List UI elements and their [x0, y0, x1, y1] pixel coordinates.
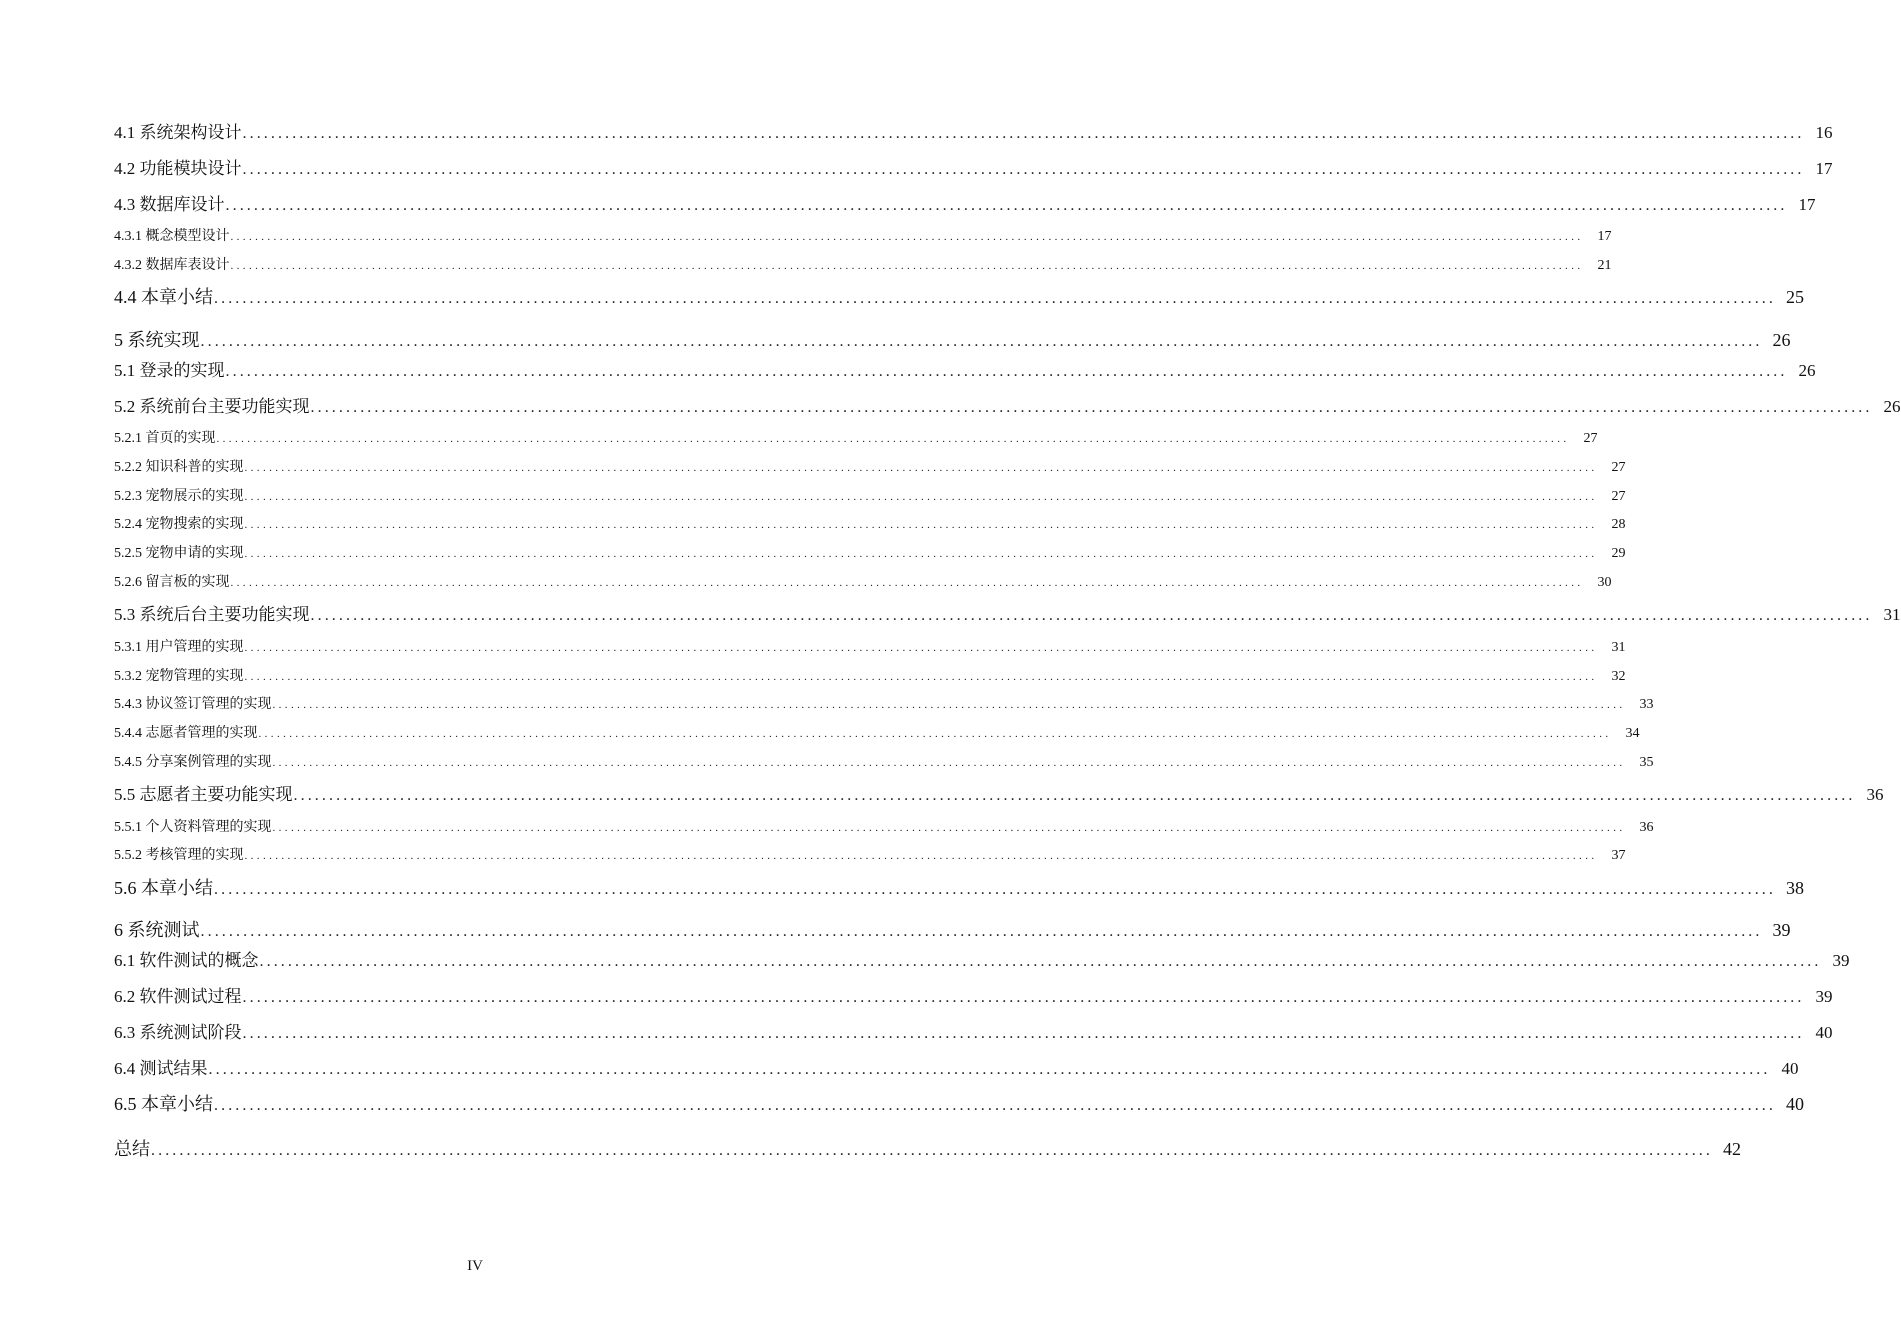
- dot-leader: ............................................................................................................................................................................................................................: [310, 607, 1873, 624]
- toc-entry-page: 30: [1597, 575, 1612, 590]
- toc-entry[interactable]: [114, 1054, 1799, 1079]
- toc-entry-page: 17: [1815, 159, 1833, 178]
- toc-entry[interactable]: [114, 456, 1626, 476]
- dot-leader: ............................................................................................................................................................................................................................: [272, 699, 1626, 711]
- toc-entry[interactable]: [114, 600, 1901, 625]
- toc-entry[interactable]: [114, 844, 1626, 864]
- toc-entry[interactable]: [114, 916, 1791, 942]
- toc-entry-label: 4.1 系统架构设计: [114, 123, 242, 142]
- toc-entry[interactable]: [114, 485, 1626, 505]
- toc-entry-page: 27: [1611, 460, 1626, 475]
- toc-entry-label: 5.1 登录的实现: [114, 361, 225, 380]
- toc-entry-label: 5.2.2 知识科普的实现: [114, 460, 244, 475]
- toc-entry[interactable]: [114, 225, 1612, 245]
- toc-entry[interactable]: [114, 816, 1654, 836]
- toc-entry-label: 6.1 软件测试的概念: [114, 951, 259, 970]
- toc-entry-page: 21: [1597, 258, 1612, 273]
- toc-entry-label: 4.3.1 概念模型设计: [114, 229, 230, 244]
- toc-entry-label: 5.2.6 留言板的实现: [114, 575, 230, 590]
- toc-entry-page: 36: [1866, 785, 1884, 804]
- dot-leader: ............................................................................................................................................................................................................................: [230, 577, 1584, 589]
- toc-entry[interactable]: [114, 254, 1612, 274]
- toc-entry-page: 37: [1611, 848, 1626, 863]
- dot-leader: ............................................................................................................................................................................................................................: [242, 1025, 1805, 1042]
- toc-entry[interactable]: [114, 356, 1816, 381]
- toc-entry-label: 6.5 本章小结: [114, 1094, 213, 1114]
- toc-entry[interactable]: [114, 693, 1654, 713]
- toc-entry-page: 25: [1786, 287, 1804, 307]
- toc-entry[interactable]: [114, 392, 1901, 417]
- toc-entry[interactable]: [114, 780, 1884, 805]
- dot-leader: ............................................................................................................................................................................................................................: [151, 1142, 1713, 1159]
- toc-entry-page: 17: [1597, 229, 1612, 244]
- dot-leader: ............................................................................................................................................................................................................................: [242, 161, 1805, 178]
- toc-entry-page: 28: [1611, 517, 1626, 532]
- toc-entry[interactable]: [114, 154, 1833, 179]
- toc-entry-page: 38: [1786, 878, 1804, 898]
- toc-entry-page: 26: [1883, 397, 1901, 416]
- dot-leader: ............................................................................................................................................................................................................................: [259, 953, 1822, 970]
- dot-leader: ............................................................................................................................................................................................................................: [272, 822, 1626, 834]
- dot-leader: ............................................................................................................................................................................................................................: [244, 519, 1598, 531]
- toc-entry[interactable]: [114, 542, 1626, 562]
- dot-leader: ............................................................................................................................................................................................................................: [200, 923, 1763, 940]
- toc-entry-page: 31: [1611, 640, 1626, 655]
- toc-entry-label: 5.2.1 首页的实现: [114, 431, 216, 446]
- dot-leader: ............................................................................................................................................................................................................................: [258, 728, 1612, 740]
- toc-entry-label: 5.3.2 宠物管理的实现: [114, 669, 244, 684]
- dot-leader: ............................................................................................................................................................................................................................: [230, 231, 1584, 243]
- toc-entry[interactable]: [114, 751, 1654, 771]
- toc-entry[interactable]: [114, 665, 1626, 685]
- toc-entry-label: 5.6 本章小结: [114, 878, 213, 898]
- toc-entry-label: 5.5 志愿者主要功能实现: [114, 785, 293, 804]
- toc-entry-label: 6.3 系统测试阶段: [114, 1023, 242, 1042]
- dot-leader: ............................................................................................................................................................................................................................: [242, 989, 1805, 1006]
- toc-entry-label: 4.2 功能模块设计: [114, 159, 242, 178]
- toc-entry-page: 26: [1772, 330, 1791, 350]
- toc-entry-label: 5.2.4 宠物搜索的实现: [114, 517, 244, 532]
- dot-leader: ............................................................................................................................................................................................................................: [208, 1061, 1771, 1078]
- dot-leader: ............................................................................................................................................................................................................................: [225, 197, 1788, 214]
- toc-entry[interactable]: [114, 946, 1850, 971]
- toc-entry-page: 34: [1625, 726, 1640, 741]
- toc-entry[interactable]: [114, 326, 1791, 352]
- toc-entry-page: 40: [1781, 1059, 1799, 1078]
- toc-entry[interactable]: [114, 283, 1804, 309]
- toc-entry[interactable]: [114, 874, 1804, 900]
- toc-entry[interactable]: [114, 722, 1640, 742]
- dot-leader: ............................................................................................................................................................................................................................: [244, 462, 1598, 474]
- toc-entry-label: 4.3.2 数据库表设计: [114, 258, 230, 273]
- page-number: IV: [467, 1258, 483, 1274]
- toc-entry-page: 26: [1798, 361, 1816, 380]
- toc-entry-label: 5.3 系统后台主要功能实现: [114, 605, 310, 624]
- dot-leader: ............................................................................................................................................................................................................................: [244, 491, 1598, 503]
- toc-entry-page: 32: [1611, 669, 1626, 684]
- toc-entry-page: 29: [1611, 546, 1626, 561]
- dot-leader: ............................................................................................................................................................................................................................: [272, 757, 1626, 769]
- toc-entry-label: 5.2.5 宠物申请的实现: [114, 546, 244, 561]
- toc-entry[interactable]: [114, 427, 1598, 447]
- toc-entry-page: 39: [1772, 920, 1791, 940]
- toc-entry-label: 5.4.5 分享案例管理的实现: [114, 755, 272, 770]
- toc-entry[interactable]: [114, 571, 1612, 591]
- toc-entry-label: 6.4 测试结果: [114, 1059, 208, 1078]
- dot-leader: ............................................................................................................................................................................................................................: [244, 642, 1598, 654]
- toc-entry[interactable]: [114, 190, 1816, 215]
- dot-leader: ............................................................................................................................................................................................................................: [214, 290, 1776, 307]
- toc-entry-page: 33: [1639, 697, 1654, 712]
- dot-leader: ............................................................................................................................................................................................................................: [200, 333, 1763, 350]
- toc-entry-label: 5 系统实现: [114, 330, 200, 350]
- toc-entry-label: 5.4.4 志愿者管理的实现: [114, 726, 258, 741]
- toc-entry-label: 5.2.3 宠物展示的实现: [114, 489, 244, 504]
- toc-entry-label: 总结: [114, 1139, 150, 1159]
- toc-entry-page: 39: [1832, 951, 1850, 970]
- toc-entry-label: 4.4 本章小结: [114, 287, 213, 307]
- dot-leader: ............................................................................................................................................................................................................................: [293, 787, 1856, 804]
- toc-entry[interactable]: [114, 1135, 1741, 1161]
- toc-entry[interactable]: [114, 118, 1833, 143]
- toc-entry[interactable]: [114, 982, 1833, 1007]
- toc-entry[interactable]: [114, 513, 1626, 533]
- toc-entry-page: 40: [1786, 1094, 1804, 1114]
- toc-entry-label: 5.2 系统前台主要功能实现: [114, 397, 310, 416]
- dot-leader: ............................................................................................................................................................................................................................: [225, 363, 1788, 380]
- dot-leader: ............................................................................................................................................................................................................................: [214, 1097, 1776, 1114]
- dot-leader: ............................................................................................................................................................................................................................: [214, 881, 1776, 898]
- toc-entry[interactable]: [114, 1018, 1833, 1043]
- dot-leader: ............................................................................................................................................................................................................................: [310, 399, 1873, 416]
- dot-leader: ............................................................................................................................................................................................................................: [244, 850, 1598, 862]
- toc-entry-page: 31: [1883, 605, 1901, 624]
- toc-entry-label: 6.2 软件测试过程: [114, 987, 242, 1006]
- toc-entry[interactable]: [114, 636, 1626, 656]
- toc-entry-page: 35: [1639, 755, 1654, 770]
- dot-leader: ............................................................................................................................................................................................................................: [216, 433, 1570, 445]
- toc-entry-page: 42: [1723, 1139, 1741, 1159]
- toc-entry-page: 40: [1815, 1023, 1833, 1042]
- toc-entry-page: 36: [1639, 820, 1654, 835]
- toc-entry-page: 27: [1611, 489, 1626, 504]
- toc-entry-label: 5.5.1 个人资料管理的实现: [114, 820, 272, 835]
- dot-leader: ............................................................................................................................................................................................................................: [242, 125, 1805, 142]
- dot-leader: ............................................................................................................................................................................................................................: [230, 260, 1584, 272]
- toc-entry-page: 16: [1815, 123, 1833, 142]
- toc-entry-page: 27: [1583, 431, 1598, 446]
- toc-entry-label: 5.5.2 考核管理的实现: [114, 848, 244, 863]
- toc-entry[interactable]: [114, 1090, 1804, 1116]
- toc-entry-label: 5.3.1 用户管理的实现: [114, 640, 244, 655]
- toc-entry-page: 17: [1798, 195, 1816, 214]
- toc-entry-label: 6 系统测试: [114, 920, 200, 940]
- dot-leader: ............................................................................................................................................................................................................................: [244, 548, 1598, 560]
- toc-entry-label: 5.4.3 协议签订管理的实现: [114, 697, 272, 712]
- toc-entry-label: 4.3 数据库设计: [114, 195, 225, 214]
- dot-leader: ............................................................................................................................................................................................................................: [244, 671, 1598, 683]
- toc-entry-page: 39: [1815, 987, 1833, 1006]
